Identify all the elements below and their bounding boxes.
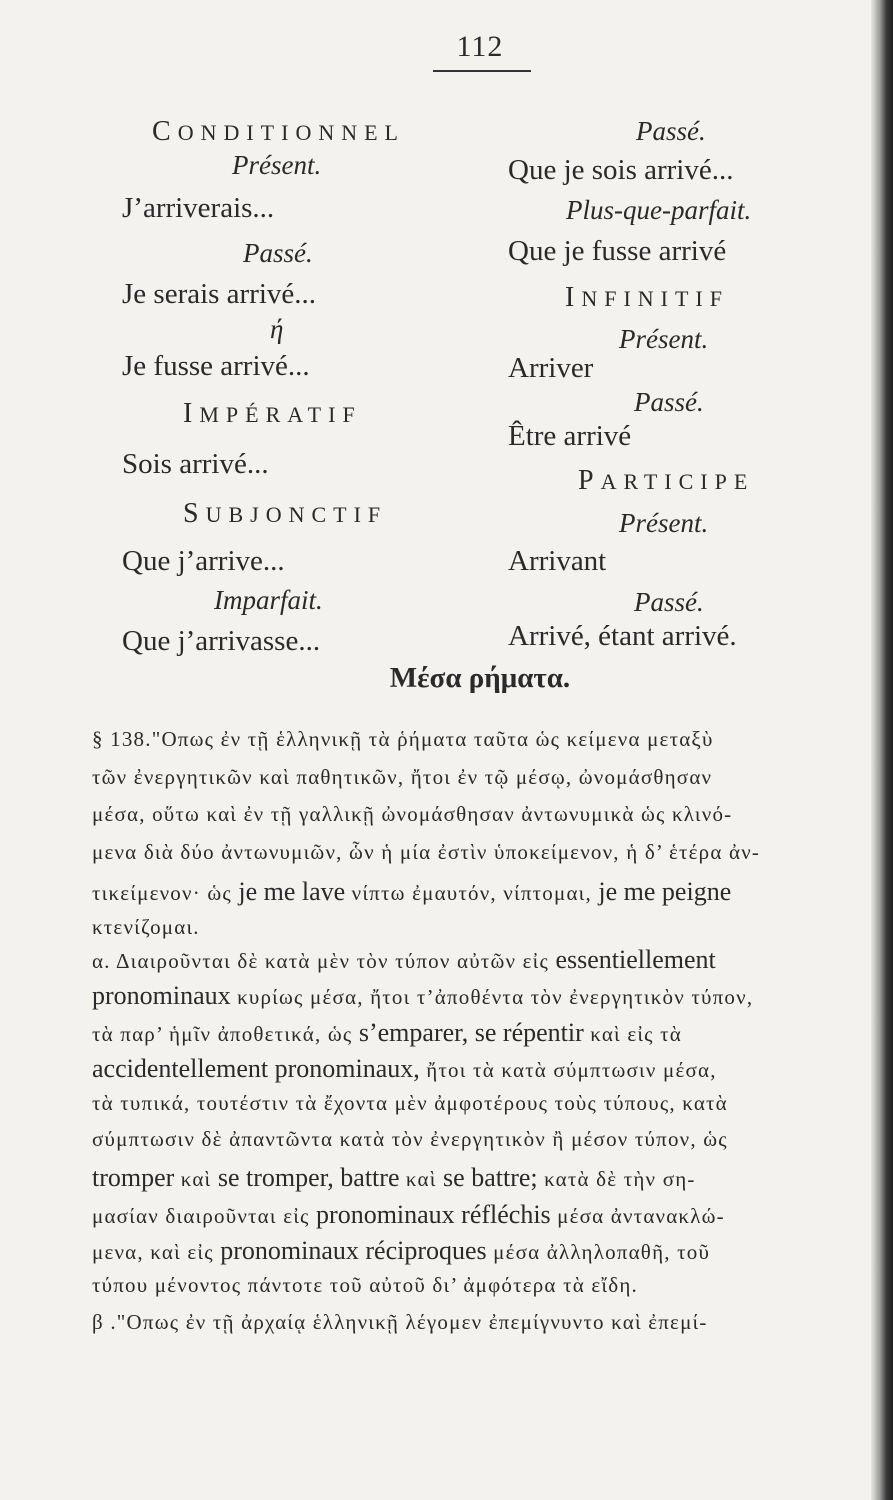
- greek-text: μασίαν διαιροῦνται εἰς: [92, 1203, 317, 1228]
- text-line: [92, 945, 716, 975]
- left-column-line: Que j’arrivasse...: [122, 625, 321, 657]
- greek-text: καὶ: [399, 1167, 444, 1192]
- greek-text: τῶν ἐνεργητικῶν καὶ παθητικῶν, ἤτοι ἐν τῷ μέσῳ, ὠνομάσθησαν: [92, 764, 713, 789]
- text-line: [92, 1127, 728, 1152]
- greek-text: τὰ τυπικά, τουτέστιν τὰ ἔχοντα μὲν ἀμφοτέρους τοὺς τύπους, κατὰ: [92, 1090, 728, 1115]
- french-term: pronominaux réciproques: [220, 1236, 487, 1266]
- left-column-line: Sois arrivé...: [122, 448, 269, 480]
- text-line: [92, 915, 200, 940]
- left-column-line: ή: [270, 314, 284, 344]
- french-term: pronominaux réfléchis: [316, 1199, 551, 1229]
- page-edge-shadow: [871, 0, 893, 1500]
- right-column-line: Présent.: [619, 324, 709, 354]
- text-line: [92, 802, 732, 827]
- initial-capital: C: [152, 116, 178, 147]
- right-column-line: Passé.: [634, 387, 704, 417]
- french-term: se battre;: [443, 1163, 538, 1193]
- text-line: [92, 1273, 638, 1298]
- french-term: je me lave: [238, 877, 346, 906]
- right-column-line: Que je fusse arrivé: [508, 235, 727, 267]
- small-caps-text: NFINITIF: [581, 286, 729, 311]
- right-column-line: [578, 465, 754, 497]
- small-caps-text: ARTICIPE: [600, 469, 755, 494]
- greek-text: σύμπτωσιν δὲ ἀπαντῶντα κατὰ τὸν ἐνεργητικὸν ἢ μέσον τύπον, ὡς: [92, 1127, 728, 1151]
- text-line: [92, 840, 760, 865]
- text-line: [92, 1200, 725, 1230]
- text-line: [92, 765, 712, 790]
- greek-text: τύπου μένοντος πάντοτε τοῦ αὐτοῦ δι’ ἀμφότερα τὰ εἴδη.: [92, 1272, 638, 1297]
- greek-text: τὰ παρ’ ἡμῖν ἀποθετικά, ὡς: [92, 1021, 359, 1046]
- text-line: [92, 1091, 728, 1116]
- left-column-line: Je fusse arrivé...: [122, 350, 310, 382]
- left-column-line: Passé.: [243, 238, 313, 268]
- greek-text: α. Διαιροῦνται δὲ κατὰ μὲν τὸν τύπον αὐτῶν εἰς: [92, 949, 556, 973]
- right-column-line: Arriver: [508, 352, 594, 384]
- small-caps-text: UBJONCTIF: [205, 502, 388, 527]
- greek-text: τικείμενον· ὡς: [92, 881, 239, 905]
- right-column-line: Plus-que-parfait.: [566, 195, 752, 225]
- right-column-line: Passé.: [636, 116, 706, 146]
- left-column-line: [183, 498, 387, 530]
- left-column-line: J’arriverais...: [122, 192, 275, 224]
- greek-text: καὶ εἰς τὰ: [583, 1021, 682, 1046]
- text-line: [92, 1163, 696, 1193]
- left-column-line: Je serais arrivé...: [122, 278, 317, 310]
- left-column-line: Imparfait.: [214, 585, 323, 615]
- initial-capital: I: [565, 282, 582, 313]
- right-column-line: Présent.: [619, 508, 709, 538]
- greek-text: κατὰ δὲ τὴν ση-: [537, 1167, 696, 1192]
- right-column-line: [565, 282, 729, 314]
- greek-text: β ."Οπως ἐν τῇ ἀρχαίᾳ ἑλληνικῇ λέγομεν ἐπεμίγνυντο καὶ ἐπεμί-: [92, 1310, 708, 1334]
- left-column-line: Que j’arrive...: [122, 545, 285, 577]
- greek-text: μέσα ἀλληλοπαθῆ, τοῦ: [486, 1240, 711, 1265]
- greek-text: μέσα ἀντανακλώ-: [550, 1203, 725, 1228]
- greek-text: ἤτοι τὰ κατὰ σύμπτωσιν μέσα,: [419, 1058, 717, 1083]
- greek-text: κτενίζομαι.: [92, 914, 200, 939]
- left-column-line: [152, 116, 405, 148]
- section-heading: Μέσα ρήματα.: [389, 662, 571, 694]
- left-column-line: Présent.: [232, 150, 322, 180]
- text-line: [92, 1236, 710, 1266]
- initial-capital: P: [578, 465, 601, 496]
- greek-text: μενα, καὶ εἰς: [92, 1240, 221, 1265]
- page-number-rule: [433, 70, 531, 72]
- greek-text: καὶ: [174, 1167, 218, 1192]
- initial-capital: I: [183, 398, 200, 429]
- french-term: accidentellement pronominaux,: [92, 1054, 420, 1084]
- page-number: 112: [456, 30, 504, 63]
- text-line: [92, 877, 731, 907]
- french-term: je me peigne: [598, 877, 732, 906]
- small-caps-text: MPÉRATIF: [199, 402, 362, 427]
- small-caps-text: ONDITIONNEL: [177, 120, 405, 145]
- right-column-line: Être arrivé: [508, 420, 632, 452]
- greek-text: μενα διὰ δύο ἀντωνυμιῶν, ὧν ἡ μία ἐστὶν ὑποκείμενον, ἡ δ’ ἑτέρα ἀν-: [92, 839, 761, 864]
- right-column-line: Arrivant: [508, 545, 607, 577]
- french-term: pronominaux: [92, 981, 231, 1011]
- right-column-line: Arrivé, étant arrivé.: [508, 620, 737, 652]
- text-line: [92, 1054, 717, 1084]
- greek-text: κυρίως μέσα, ἤτοι τ’ἀποθέντα τὸν ἐνεργητικὸν τύπον,: [230, 985, 754, 1010]
- right-column-line: Que je sois arrivé...: [508, 154, 734, 186]
- left-column-line: [183, 398, 362, 430]
- text-line: [92, 981, 753, 1011]
- text-line: [92, 1310, 708, 1335]
- french-term: tromper: [92, 1163, 175, 1193]
- right-column-line: Passé.: [634, 587, 704, 617]
- text-line: [92, 727, 714, 752]
- greek-text: νίπτω ἐμαυτόν, νίπτομαι,: [345, 881, 599, 905]
- french-term: se tromper, battre: [217, 1163, 400, 1193]
- text-line: [92, 1018, 682, 1048]
- french-term: essentiellement: [555, 945, 716, 974]
- greek-text: § 138."Οπως ἐν τῇ ἑλληνικῇ τὰ ῥήματα ταῦτα ὡς κείμενα μεταξὺ: [92, 727, 714, 751]
- initial-capital: S: [183, 498, 206, 529]
- french-term: s’emparer, se répentir: [358, 1017, 584, 1047]
- greek-text: μέσα, οὕτω καὶ ἐν τῇ γαλλικῇ ὠνομάσθησαν ἀντωνυμικὰ ὡς κλινό-: [92, 802, 733, 826]
